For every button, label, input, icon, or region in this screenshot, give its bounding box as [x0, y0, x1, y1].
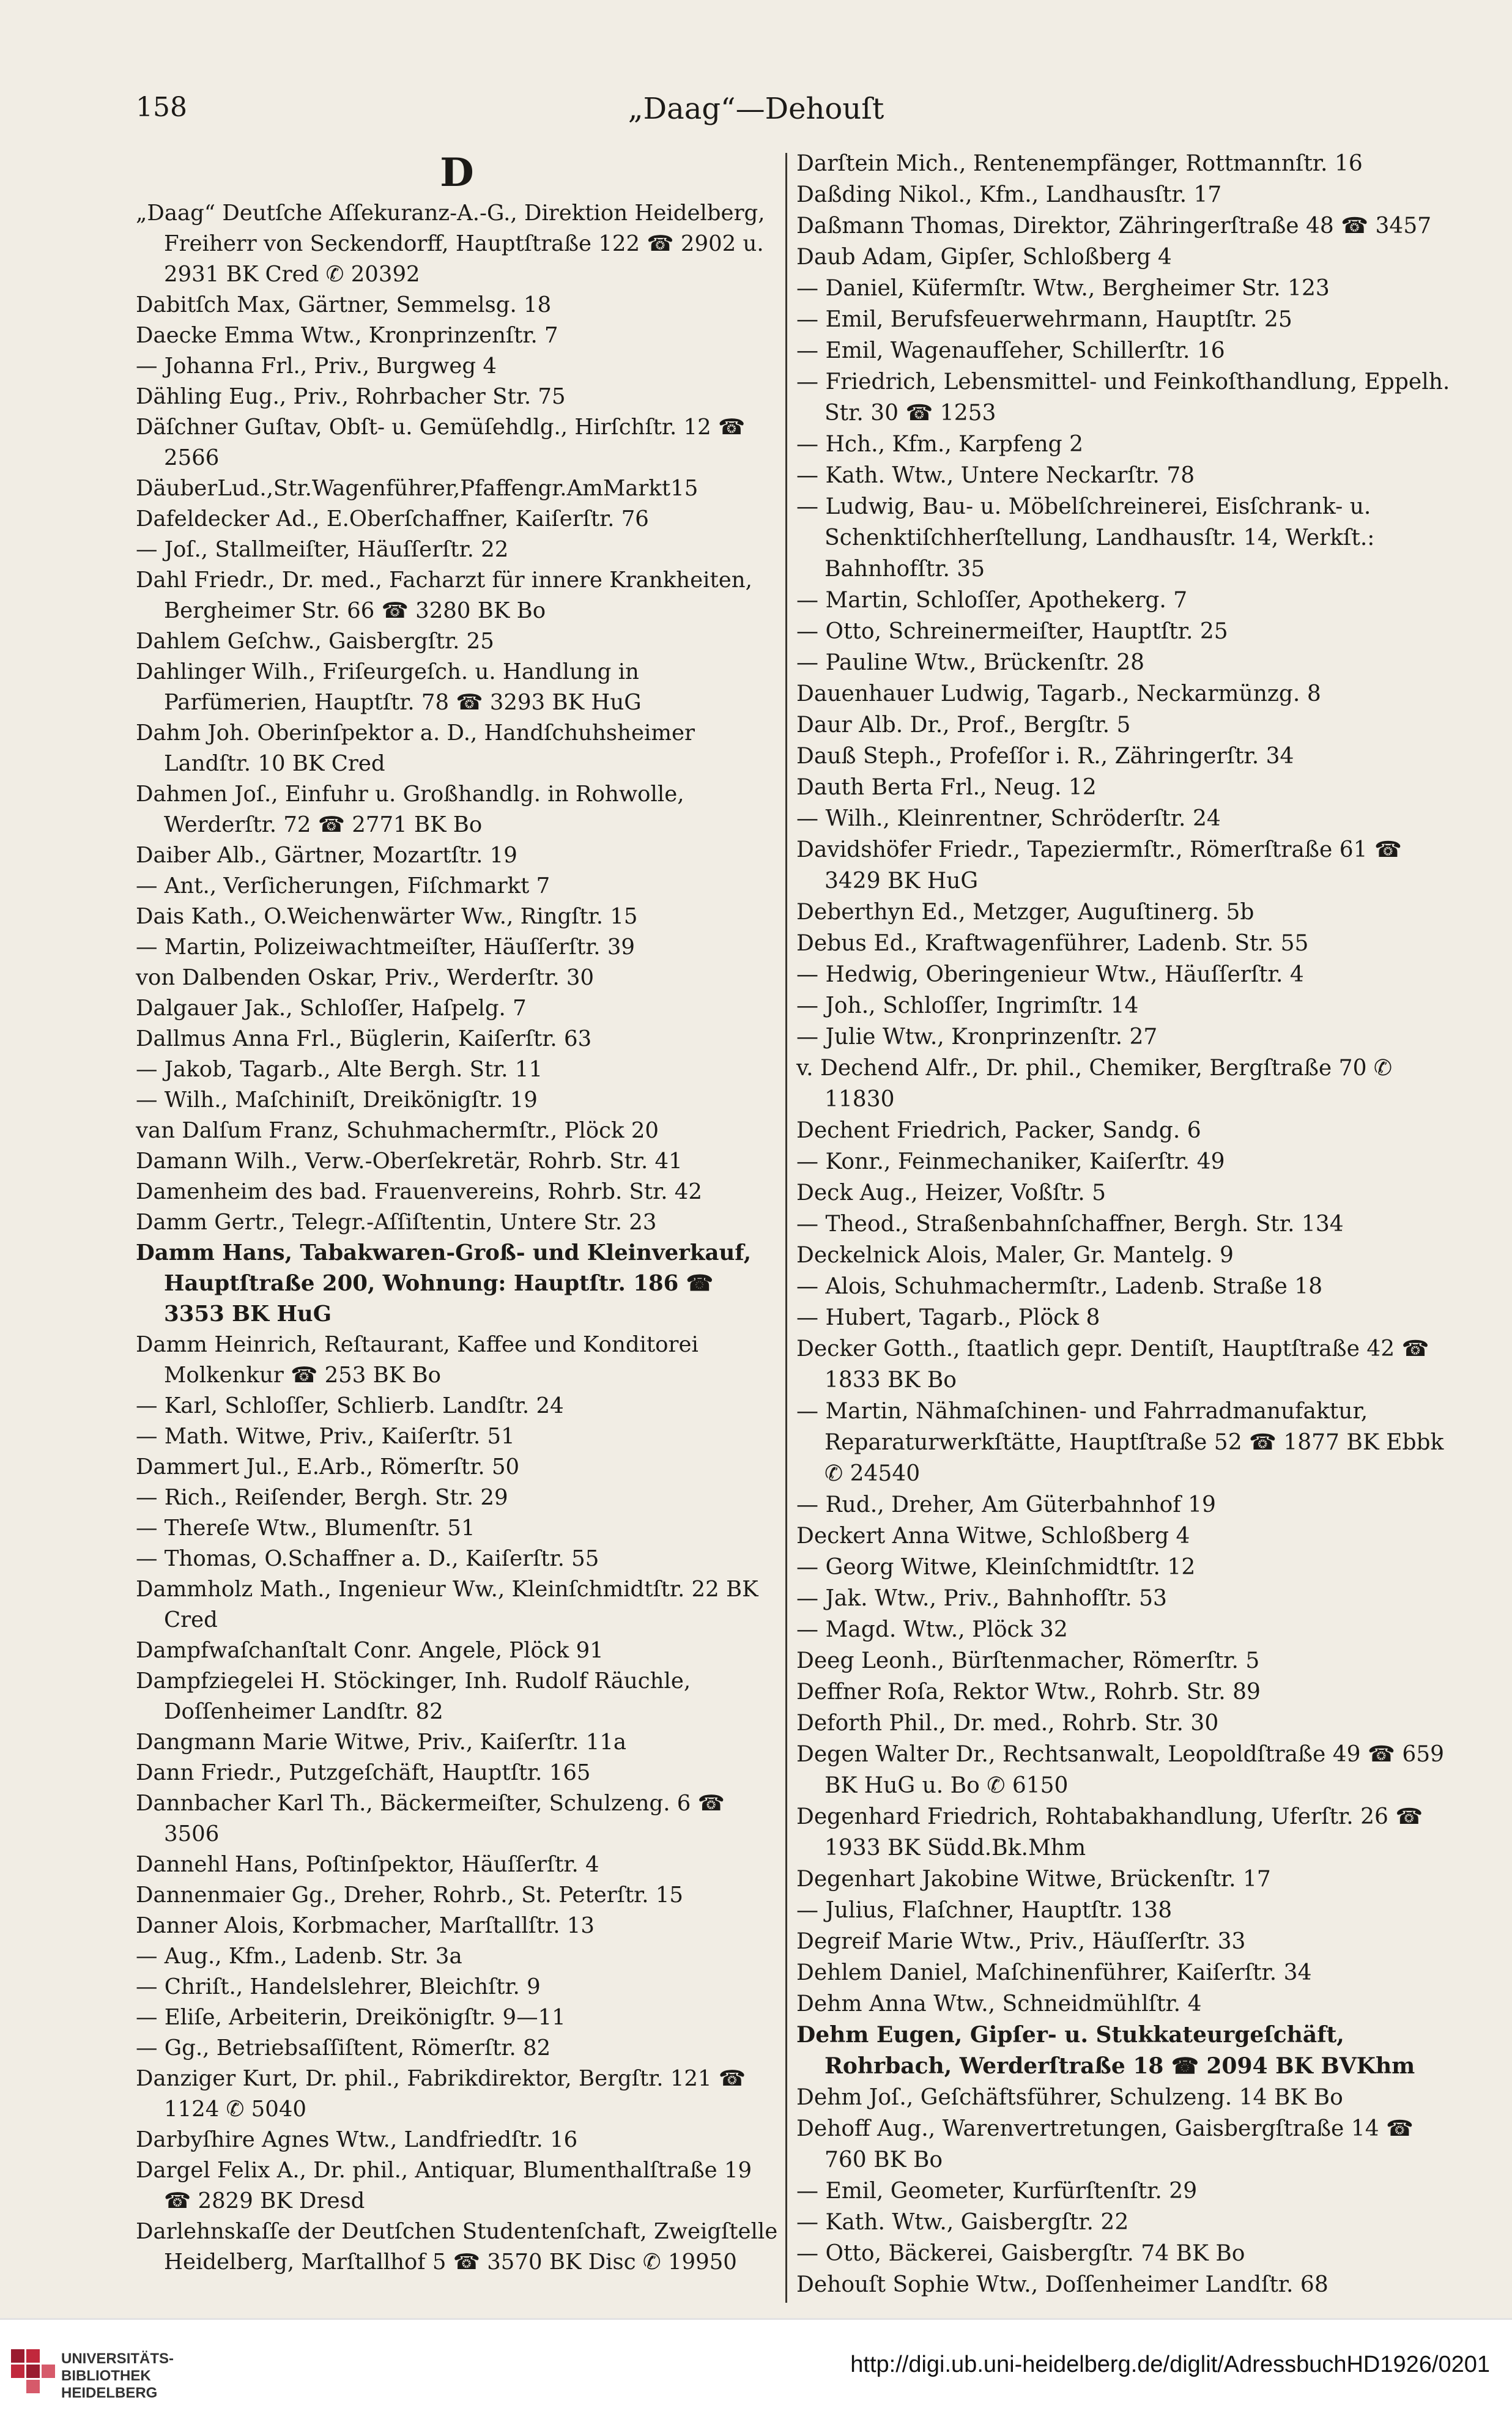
page-number: 158	[136, 92, 187, 123]
directory-entry: — Alois, Schuhmachermſtr., Ladenb. Straße 18	[796, 1274, 1323, 1299]
directory-entry: — Martin, Schloſſer, Apothekerg. 7	[796, 588, 1188, 613]
directory-entry: Dannenmaier Gg., Dreher, Rohrb., St. Peterſtr. 15	[136, 1883, 683, 1908]
directory-entry: Daßmann Thomas, Direktor, Zähringerſtraße 48 ☎ 3457	[796, 213, 1432, 239]
directory-entry: Dehm Joſ., Geſchäftsführer, Schulzeng. 14 BK Bo	[796, 2085, 1343, 2110]
directory-entry: — Joſ., Stallmeiſter, Häuſſerſtr. 22	[136, 537, 509, 562]
directory-entry: Decker Gotth., ſtaatlich gepr. Dentiſt, Hauptſtraße 42 ☎ 1833 BK Bo	[796, 1336, 1429, 1393]
directory-entry: Deckert Anna Witwe, Schloßberg 4	[796, 1524, 1190, 1549]
directory-entry: — Hubert, Tagarb., Plöck 8	[796, 1305, 1100, 1330]
directory-entry: Däſchner Guſtav, Obſt- u. Gemüſehdlg., Hirſchſtr. 12 ☎ 2566	[136, 415, 746, 470]
directory-entry: — Emil, Geometer, Kurfürſtenſtr. 29	[796, 2179, 1198, 2204]
directory-entry: Daub Adam, Gipſer, Schloßberg 4	[796, 245, 1172, 270]
directory-entry: DäuberLud.,Str.Wagenführer,Pfaffengr.AmMarkt15	[136, 476, 699, 501]
directory-entry: Dehlem Daniel, Maſchinenführer, Kaiſerſtr. 34	[796, 1960, 1312, 1985]
right-column	[796, 148, 1457, 2300]
directory-entry: Dahl Friedr., Dr. med., Facharzt für innere Krankheiten, Bergheimer Str. 66 ☎ 3280 BK Bo	[136, 568, 752, 623]
directory-entry: Deck Aug., Heizer, Voßſtr. 5	[796, 1180, 1106, 1206]
directory-entry: — Emil, Wagenaufſeher, Schillerſtr. 16	[796, 338, 1225, 363]
directory-entry: Deffner Roſa, Rektor Wtw., Rohrb. Str. 89	[796, 1680, 1261, 1705]
directory-entry: Dannehl Hans, Poſtinſpektor, Häuſſerſtr. 4	[136, 1852, 599, 1877]
directory-entry: — Jak. Wtw., Priv., Bahnhofſtr. 53	[796, 1586, 1167, 1611]
directory-entry: — Pauline Wtw., Brückenſtr. 28	[796, 650, 1145, 675]
directory-entry: Dampfziegelei H. Stöckinger, Inh. Rudolf Räuchle, Doſſenheimer Landſtr. 82	[136, 1668, 691, 1724]
directory-entry: Dehm Anna Wtw., Schneidmühlſtr. 4	[796, 1991, 1202, 2017]
library-logo-icon	[11, 2349, 55, 2393]
directory-entry: — Wilh., Maſchiniſt, Dreikönigſtr. 19	[136, 1087, 538, 1113]
library-name-line: BIBLIOTHEK	[61, 2368, 151, 2384]
directory-entry: — Magd. Wtw., Plöck 32	[796, 1617, 1068, 1642]
directory-entry: Deckelnick Alois, Maler, Gr. Mantelg. 9	[796, 1243, 1234, 1268]
directory-entry: — Wilh., Kleinrentner, Schröderſtr. 24	[796, 806, 1221, 831]
directory-entry: Dahm Joh. Oberinſpektor a. D., Handſchuhsheimer Landſtr. 10 BK Cred	[136, 720, 695, 776]
directory-entry: — Martin, Polizeiwachtmeiſter, Häuſſerſtr. 39	[136, 935, 636, 960]
directory-entry: Dammert Jul., E.Arb., Römerſtr. 50	[136, 1454, 520, 1480]
directory-entry: — Otto, Schreinermeiſter, Hauptſtr. 25	[796, 619, 1228, 644]
directory-entry: — Emil, Berufsfeuerwehrmann, Hauptſtr. 25	[796, 307, 1292, 332]
directory-entry: — Math. Witwe, Priv., Kaiſerſtr. 51	[136, 1424, 515, 1449]
directory-entry: von Dalbenden Oskar, Priv., Werderſtr. 30	[136, 965, 595, 990]
directory-entry: v. Dechend Alfr., Dr. phil., Chemiker, Bergſtraße 70 ✆ 11830	[796, 1056, 1393, 1112]
directory-entry: Dähling Eug., Priv., Rohrbacher Str. 75	[136, 384, 566, 409]
directory-entry: Degen Walter Dr., Rechtsanwalt, Leopoldſtraße 49 ☎ 659 BK HuG u. Bo ✆ 6150	[796, 1742, 1445, 1798]
directory-entry: Deforth Phil., Dr. med., Rohrb. Str. 30	[796, 1711, 1219, 1736]
library-name-line: UNIVERSITÄTS-	[61, 2350, 174, 2367]
directory-entry: Dahlinger Wilh., Friſeurgeſch. u. Handlung in Parfümerien, Hauptſtr. 78 ☎ 3293 BK HuG	[136, 659, 642, 715]
directory-entry: Dallmus Anna Frl., Büglerin, Kaiſerſtr. 63	[136, 1026, 592, 1051]
directory-entry: Damm Gertr., Telegr.-Aſſiſtentin, Untere Str. 23	[136, 1210, 657, 1235]
directory-entry: — Kath. Wtw., Gaisbergſtr. 22	[796, 2210, 1129, 2235]
directory-entry: Dampfwaſchanſtalt Conr. Angele, Plöck 91	[136, 1638, 604, 1663]
directory-entry: — Joh., Schloſſer, Ingrimſtr. 14	[796, 993, 1139, 1018]
directory-entry: — Johanna Frl., Priv., Burgweg 4	[136, 354, 497, 379]
directory-entry: Dehoff Aug., Warenvertretungen, Gaisbergſtraße 14 ☎ 760 BK Bo	[796, 2116, 1414, 2172]
directory-entry: Daiber Alb., Gärtner, Mozartſtr. 19	[136, 843, 517, 868]
directory-entry: Dehouſt Sophie Wtw., Doſſenheimer Landſtr. 68	[796, 2272, 1329, 2297]
directory-entry: Dabitſch Max, Gärtner, Semmelsg. 18	[136, 292, 552, 317]
directory-entry: „Daag“ Deutſche Aſſekuranz-A.-G., Direktion Heidelberg, Freiherr von Seckendorff, Hauptſtraße 122 ☎ 2902 u. 2931 BK Cred ✆ 20392	[136, 201, 765, 287]
running-head: „Daag“—Dehouſt	[628, 92, 884, 126]
directory-entry: Dargel Felix A., Dr. phil., Antiquar, Blumenthalſtraße 19 ☎ 2829 BK Dresd	[136, 2158, 752, 2213]
directory-entry: Darbyſhire Agnes Wtw., Landfriedſtr. 16	[136, 2127, 578, 2152]
library-name-line: HEIDELBERG	[61, 2385, 158, 2401]
directory-entry: — Theod., Straßenbahnſchaffner, Bergh. Str. 134	[796, 1212, 1344, 1237]
directory-entry: — Gg., Betriebsaſſiſtent, Römerſtr. 82	[136, 2035, 551, 2061]
directory-entry: — Thereſe Wtw., Blumenſtr. 51	[136, 1516, 475, 1541]
directory-entry: — Rich., Reiſender, Bergh. Str. 29	[136, 1485, 508, 1510]
directory-entry: Danziger Kurt, Dr. phil., Fabrikdirektor, Bergſtr. 121 ☎ 1124 ✆ 5040	[136, 2066, 746, 2122]
directory-entry: Dais Kath., O.Weichenwärter Ww., Ringſtr. 15	[136, 904, 638, 929]
directory-entry: — Julie Wtw., Kronprinzenſtr. 27	[796, 1024, 1158, 1050]
directory-entry: — Georg Witwe, Kleinſchmidtſtr. 12	[796, 1555, 1196, 1580]
directory-entry: — Aug., Kfm., Ladenb. Str. 3a	[136, 1944, 462, 1969]
directory-entry: Damann Wilh., Verw.-Oberſekretär, Rohrb. Str. 41	[136, 1149, 683, 1174]
directory-entry: Dehm Eugen, Gipſer- u. Stukkateurgeſchäft, Rohrbach, Werderſtraße 18 ☎ 2094 BK BVKhm	[796, 2022, 1415, 2079]
directory-entry: — Hedwig, Oberingenieur Wtw., Häuſſerſtr. 4	[796, 962, 1304, 987]
directory-entry: van Dalſum Franz, Schuhmachermſtr., Plöck 20	[136, 1118, 659, 1143]
source-url-link[interactable]: http://digi.ub.uni-heidelberg.de/diglit/AdressbuchHD1926/0201	[850, 2352, 1490, 2377]
directory-entry: Dauß Steph., Profeſſor i. R., Zähringerſtr. 34	[796, 744, 1294, 769]
directory-entry: Dalgauer Jak., Schloſſer, Haſpelg. 7	[136, 996, 527, 1021]
section-letter: D	[440, 150, 474, 196]
directory-entry: — Chriſt., Handelslehrer, Bleichſtr. 9	[136, 1974, 541, 1999]
directory-entry: Damm Heinrich, Reſtaurant, Kaffee und Konditorei Molkenkur ☎ 253 BK Bo	[136, 1332, 699, 1388]
directory-entry: Deberthyn Ed., Metzger, Auguſtinerg. 5b	[796, 900, 1254, 925]
directory-entry: — Hch., Kfm., Karpfeng 2	[796, 432, 1084, 457]
directory-entry: Dannbacher Karl Th., Bäckermeiſter, Schulzeng. 6 ☎ 3506	[136, 1791, 725, 1846]
directory-entry: — Martin, Nähmaſchinen- und Fahrradmanufaktur, Reparaturwerkſtätte, Hauptſtraße 52 ☎ 1877 BK Ebbk ✆ 24540	[796, 1399, 1444, 1486]
directory-entry: Degenhard Friedrich, Rohtabakhandlung, Uferſtr. 26 ☎ 1933 BK Südd.Bk.Mhm	[796, 1804, 1423, 1861]
directory-entry: Debus Ed., Kraftwagenführer, Ladenb. Str. 55	[796, 931, 1309, 956]
directory-entry: — Ludwig, Bau- u. Möbelſchreinerei, Eisſchrank- u. Schenktiſchherſtellung, Landhausſtr. 14, Werkſt.: Bahnhofſtr. 35	[796, 494, 1375, 582]
directory-entry: Dahlem Geſchw., Gaisbergſtr. 25	[136, 629, 494, 654]
directory-entry: Dauenhauer Ludwig, Tagarb., Neckarmünzg. 8	[796, 681, 1321, 706]
library-name	[61, 2350, 174, 2402]
footer-bar	[0, 2318, 1512, 2411]
directory-entry: — Eliſe, Arbeiterin, Dreikönigſtr. 9—11	[136, 2005, 566, 2030]
directory-entry: — Thomas, O.Schaffner a. D., Kaiſerſtr. 55	[136, 1546, 599, 1571]
directory-entry: — Kath. Wtw., Untere Neckarſtr. 78	[796, 463, 1195, 488]
column-divider	[785, 153, 787, 2303]
directory-entry: Daecke Emma Wtw., Kronprinzenſtr. 7	[136, 323, 558, 348]
directory-entry: Degenhart Jakobine Witwe, Brückenſtr. 17	[796, 1867, 1271, 1892]
directory-entry: Davidshöfer Friedr., Tapeziermſtr., Römerſtraße 61 ☎ 3429 BK HuG	[796, 837, 1402, 894]
directory-entry: Danner Alois, Korbmacher, Marſtallſtr. 13	[136, 1913, 595, 1938]
directory-entry: Dangmann Marie Witwe, Priv., Kaiſerſtr. 11a	[136, 1730, 627, 1755]
directory-entry: Dann Friedr., Putzgeſchäft, Hauptſtr. 165	[136, 1760, 591, 1785]
directory-entry: — Karl, Schloſſer, Schlierb. Landſtr. 24	[136, 1393, 564, 1418]
directory-entry: — Konr., Feinmechaniker, Kaiſerſtr. 49	[796, 1149, 1225, 1174]
directory-entry: Dechent Friedrich, Packer, Sandg. 6	[796, 1118, 1201, 1143]
directory-entry: — Daniel, Küfermſtr. Wtw., Bergheimer Str. 123	[796, 276, 1330, 301]
directory-entry: Deeg Leonh., Bürſtenmacher, Römerſtr. 5	[796, 1648, 1260, 1673]
directory-entry: Darſtein Mich., Rentenempfänger, Rottmannſtr. 16	[796, 151, 1363, 176]
directory-entry: Darlehnskaſſe der Deutſchen Studentenſchaft, Zweigſtelle Heidelberg, Marſtallhof 5 ☎ 3570 BK Disc ✆ 19950	[136, 2219, 778, 2275]
directory-entry: Dauth Berta Frl., Neug. 12	[796, 775, 1097, 800]
directory-entry: Degreif Marie Wtw., Priv., Häuſſerſtr. 33	[796, 1929, 1246, 1954]
directory-entry: — Julius, Flaſchner, Hauptſtr. 138	[796, 1898, 1173, 1923]
directory-entry: Dammholz Math., Ingenieur Ww., Kleinſchmidtſtr. 22 BK Cred	[136, 1577, 758, 1632]
directory-entry: — Ant., Verſicherungen, Fiſchmarkt 7	[136, 873, 550, 898]
directory-entry: — Jakob, Tagarb., Alte Bergh. Str. 11	[136, 1057, 543, 1082]
directory-entry: Dafeldecker Ad., E.Oberſchaffner, Kaiſerſtr. 76	[136, 506, 649, 531]
directory-entry: — Rud., Dreher, Am Güterbahnhof 19	[796, 1492, 1216, 1517]
directory-entry: Dahmen Joſ., Einfuhr u. Großhandlg. in Rohwolle, Werderſtr. 72 ☎ 2771 BK Bo	[136, 782, 684, 837]
directory-entry: Damenheim des bad. Frauenvereins, Rohrb. Str. 42	[136, 1179, 702, 1204]
directory-entry: Daur Alb. Dr., Prof., Bergſtr. 5	[796, 713, 1131, 738]
directory-entry: — Friedrich, Lebensmittel- und Feinkoſthandlung, Eppelh. Str. 30 ☎ 1253	[796, 369, 1450, 426]
left-column	[136, 148, 778, 2278]
directory-entry: — Otto, Bäckerei, Gaisbergſtr. 74 BK Bo	[796, 2241, 1245, 2266]
directory-entry: Daßding Nikol., Kfm., Landhausſtr. 17	[796, 182, 1222, 207]
directory-entry: Damm Hans, Tabakwaren-Groß- und Kleinverkauf, Hauptſtraße 200, Wohnung: Hauptſtr. 186 ☎ 3353 BK HuG	[136, 1240, 752, 1327]
